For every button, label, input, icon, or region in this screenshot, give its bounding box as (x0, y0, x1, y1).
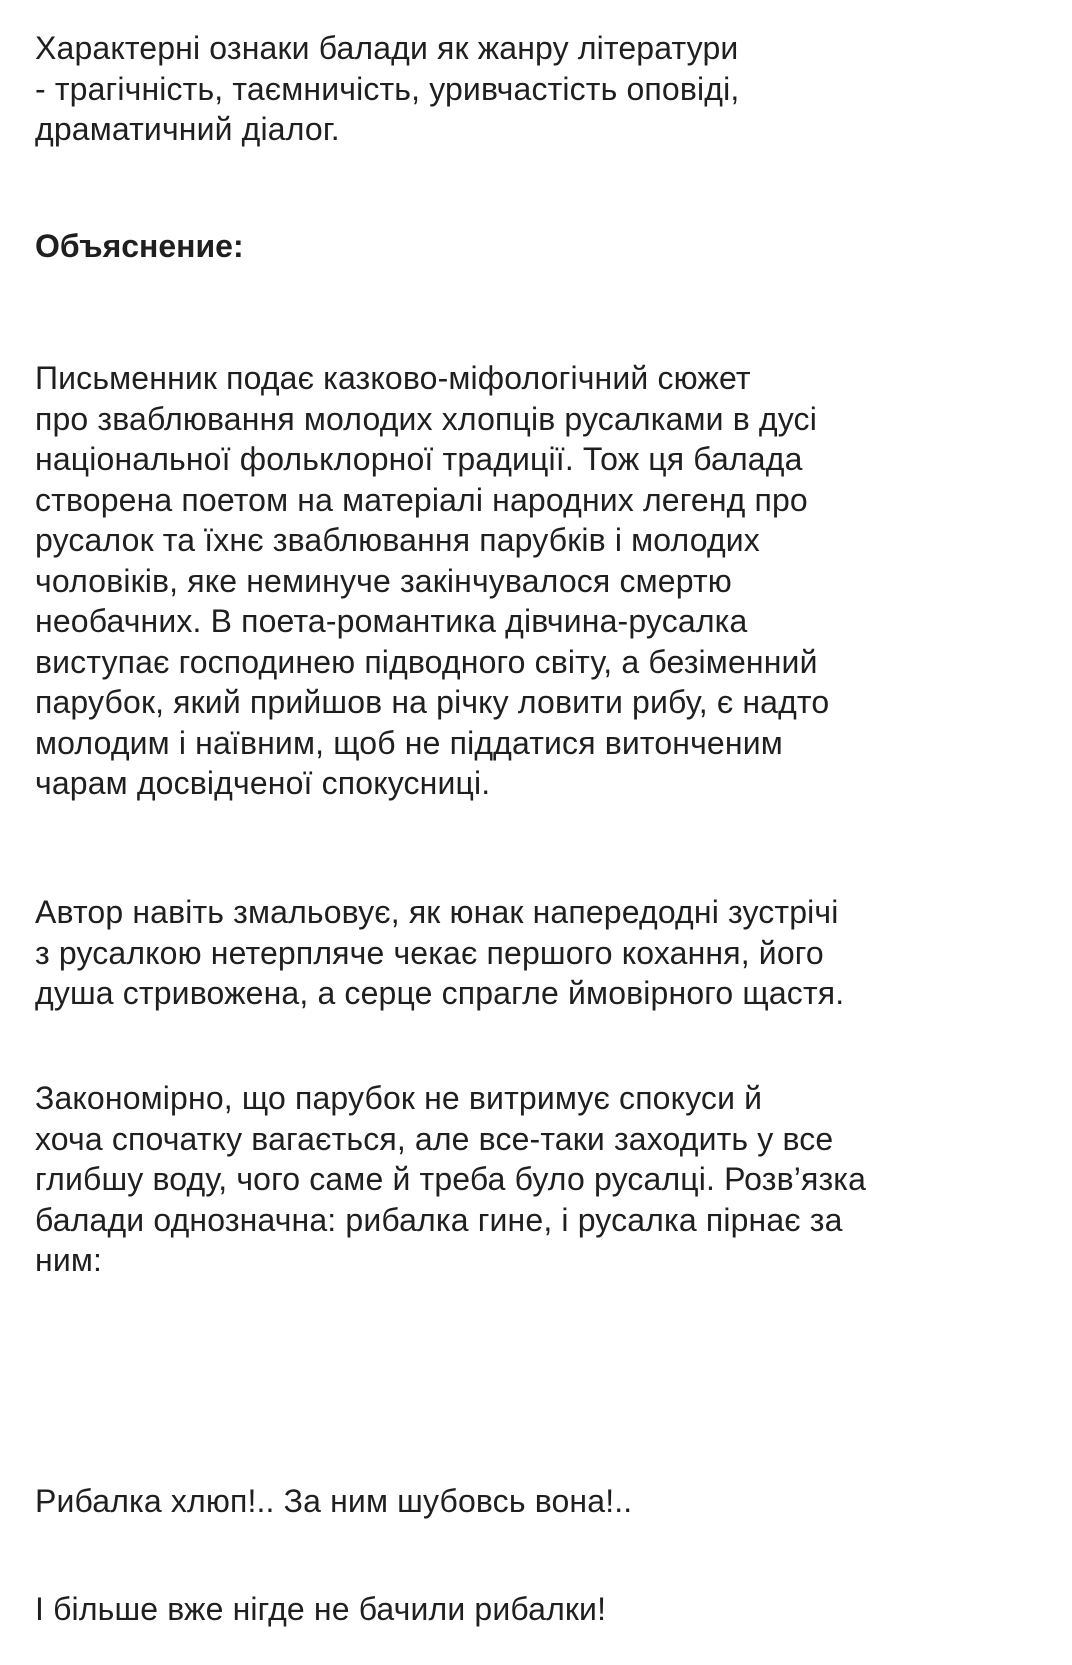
quote-line-2 (35, 1589, 606, 1630)
explanation-paragraph-3 (35, 1078, 866, 1281)
text-line: створена поетом на матеріалі народних легенд про (35, 481, 808, 518)
text-line: виступає господинею підводного світу, а безіменний (35, 643, 818, 680)
text-line: драматичний діалог. (35, 111, 340, 147)
text-line: необачних. В поета-романтика дівчина-русалка (35, 603, 748, 639)
text-line: про зваблювання молодих хлопців русалками в дусі (35, 400, 817, 437)
text-line: - трагічність, таємничість, уривчастість оповіді, (35, 70, 740, 107)
quote-text: І більше вже нігде не бачили рибалки! (35, 1591, 607, 1627)
text-line: ним: (35, 1242, 103, 1278)
intro-paragraph (35, 28, 739, 150)
text-line: молодим і наївним, щоб не піддатися витонченим (35, 724, 783, 761)
text-line: Характерні ознаки балади як жанру літератури (35, 30, 739, 66)
text-line: глибшу воду, чого саме й треба було русалці. Розв’язка (35, 1161, 867, 1197)
text-line: Автор навіть змальовує, як юнак напередодні зустрічі (35, 894, 839, 930)
text-line: чарам досвідченої спокусниці. (35, 765, 491, 801)
text-line: Письменник подає казково-міфологічний сюжет (35, 360, 751, 396)
explanation-heading: Объяснение: (35, 228, 244, 264)
text-line: парубок, який прийшов на річку ловити рибу, є надто (35, 684, 830, 720)
text-line: балади однозначна: рибалка гине, і русалка пірнає за (35, 1201, 843, 1238)
text-line: з русалкою нетерпляче чекає першого кохання, його (35, 934, 824, 971)
text-line: хоча спочатку вагається, але все-таки заходить у все (35, 1120, 834, 1157)
text-line: національної фольклорної традиції. Тож ця балада (35, 441, 803, 477)
explanation-paragraph-1 (35, 358, 829, 804)
text-line: русалок та їхнє зваблювання парубків і молодих (35, 522, 760, 558)
text-line: душа стривожена, а серце спрагле ймовірного щастя. (35, 975, 845, 1011)
quote-text: Рибалка хлюп!.. За ним шубовсь вона!.. (35, 1483, 633, 1519)
explanation-paragraph-2 (35, 892, 844, 1014)
text-line: чоловіків, яке неминуче закінчувалося смертю (35, 562, 732, 599)
text-line: Закономірно, що парубок не витримує спокуси й (35, 1080, 763, 1116)
quote-line-1 (35, 1481, 632, 1522)
